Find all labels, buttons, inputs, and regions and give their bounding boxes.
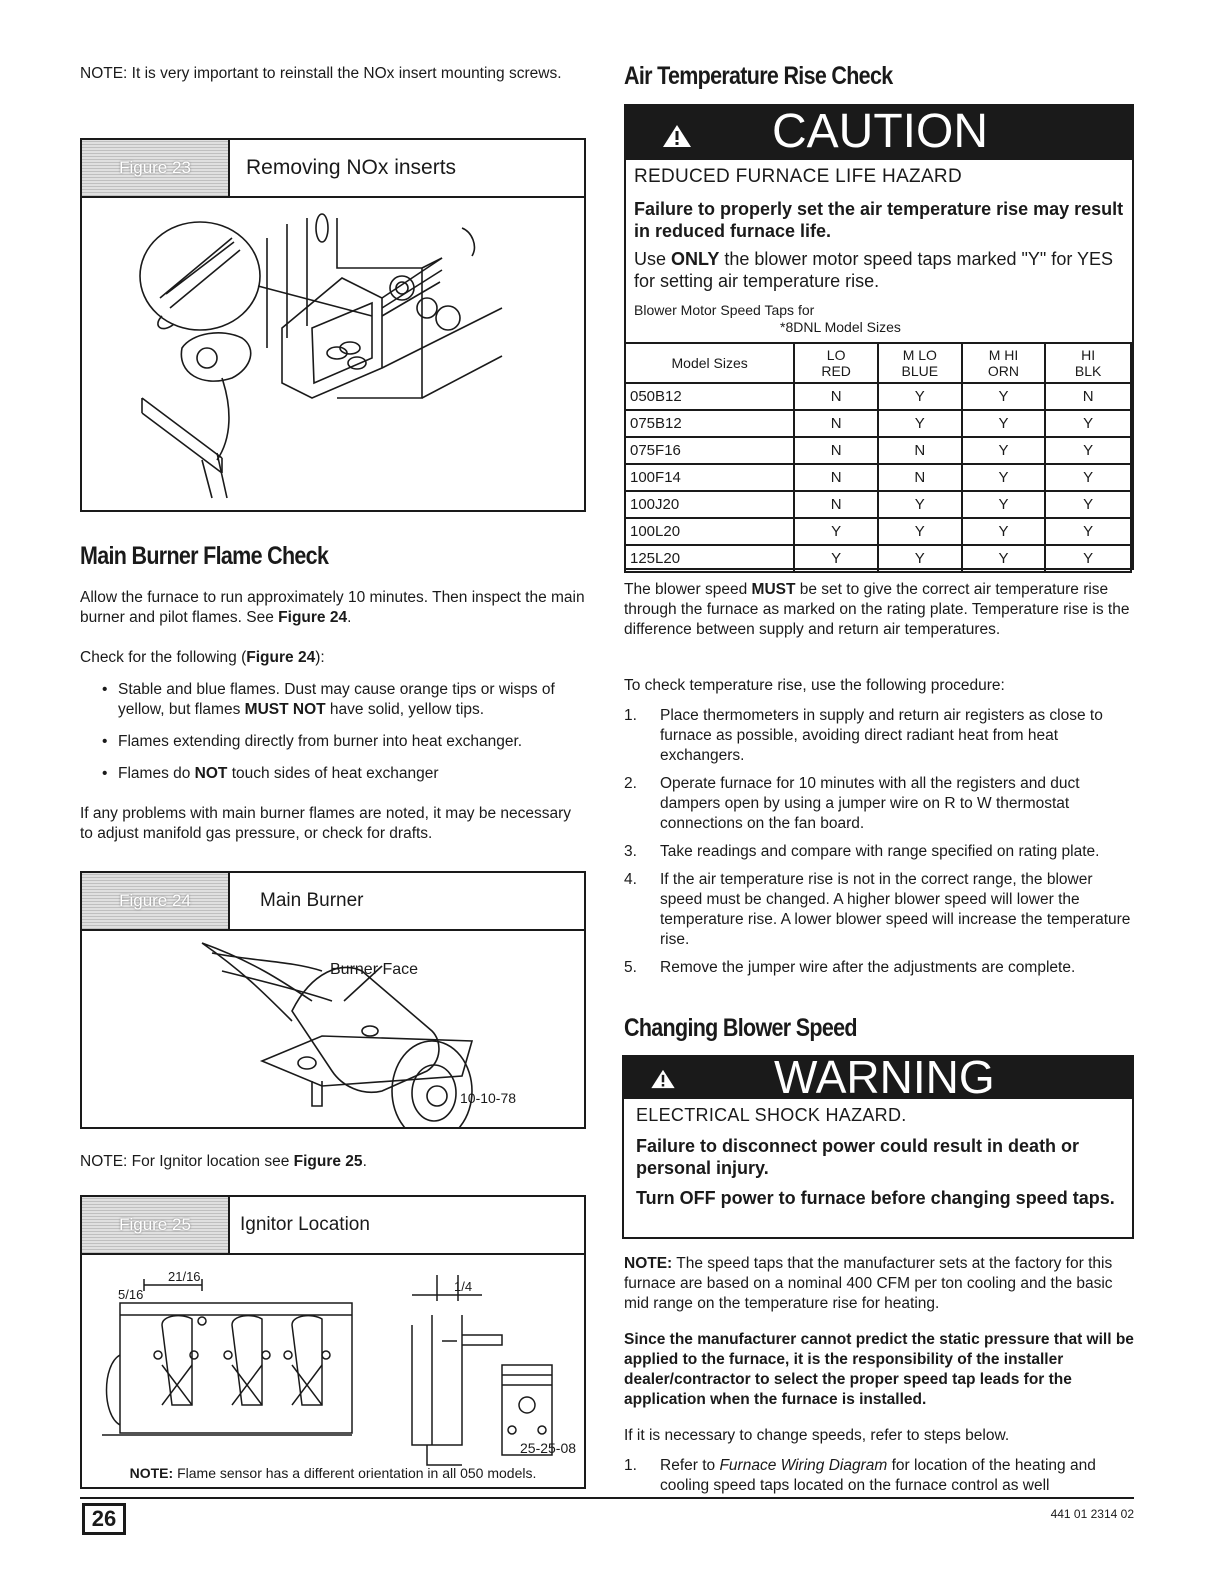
speed-tap-cell: Y <box>1045 464 1131 491</box>
dimension-label: 21/16 <box>168 1269 201 1284</box>
document-number: 441 01 2314 02 <box>1050 1507 1134 1521</box>
figure-tab: Figure 23 <box>82 140 230 196</box>
model-size-cell: 100F14 <box>625 464 794 491</box>
speed-tap-cell: Y <box>878 383 962 410</box>
nox-note: NOTE: It is very important to reinstall the NOx insert mounting screws. <box>80 65 562 82</box>
figure-title: Removing NOx inserts <box>246 156 457 179</box>
air-temp-rise-heading: Air Temperature Rise Check <box>624 62 893 90</box>
list-item: 3. Take readings and compare with range specified on rating plate. <box>624 843 1100 860</box>
table-row <box>625 491 1131 518</box>
caution-box <box>624 104 1134 570</box>
speed-taps-table <box>624 342 1132 573</box>
warning-hazard: ELECTRICAL SHOCK HAZARD. <box>636 1105 907 1125</box>
speed-tap-cell: Y <box>1045 437 1131 464</box>
speed-tap-cell: Y <box>962 383 1046 410</box>
speed-tap-cell: N <box>878 437 962 464</box>
ignitor-note: NOTE: For Ignitor location see Figure 25. <box>80 1153 367 1170</box>
speed-tap-cell: Y <box>962 518 1046 545</box>
warning-banner <box>624 1051 1132 1103</box>
speed-tap-cell: Y <box>962 464 1046 491</box>
figure-code: 25-25-08 <box>520 1440 577 1456</box>
if-necessary-paragraph: If it is necessary to change speeds, refer to steps below. <box>624 1427 1010 1444</box>
caution-use-text: Use ONLY the blower motor speed taps marked "Y" for YES for setting air temperature rise. <box>634 249 1114 291</box>
figure-24 <box>80 871 586 1129</box>
table-caption: Blower Motor Speed Taps for *8DNL Model Sizes <box>634 302 901 335</box>
caution-banner <box>626 106 1132 160</box>
blower-speed-paragraph: The blower speed MUST be set to give the correct air temperature rise through the furnace as marked on the rating plate. Temperature rise is the difference between supply and return air temperatures. <box>624 581 1130 638</box>
list-item: • Flames extending directly from burner into heat exchanger. <box>80 732 588 752</box>
warning-bold-text: Failure to disconnect power could result in death or personal injury. <box>636 1136 1080 1178</box>
table-row <box>625 437 1131 464</box>
speed-tap-cell: Y <box>794 545 878 572</box>
speed-tap-cell: Y <box>1045 410 1131 437</box>
list-item: 2. Operate furnace for 10 minutes with all the registers and duct dampers open by using a jumper wire on R to W thermostat connections on the fan board. <box>624 775 1080 832</box>
table-header: LO RED <box>794 343 878 383</box>
caution-hazard: REDUCED FURNACE LIFE HAZARD <box>634 166 962 187</box>
page-number: 26 <box>82 1503 126 1535</box>
table-row <box>625 464 1131 491</box>
figure-title: Ignitor Location <box>240 1214 370 1235</box>
speed-tap-cell: N <box>794 437 878 464</box>
warning-label: WARNING <box>774 1051 995 1103</box>
list-item: 4. If the air temperature rise is not in the correct range, the blower speed must be changed. A higher blower speed will lower the temperature rise. A lower blower speed will increase the temperature rise. <box>624 871 1131 948</box>
speed-tap-cell: Y <box>1045 491 1131 518</box>
table-header: M HI ORN <box>962 343 1046 383</box>
caution-bold-text: Failure to properly set the air temperature rise may result in reduced furnace life. <box>634 199 1124 241</box>
speed-tap-cell: Y <box>962 545 1046 572</box>
main-burner-flame-heading: Main Burner Flame Check <box>80 542 329 570</box>
model-size-cell: 075F16 <box>625 437 794 464</box>
footer-rule <box>80 1497 1134 1499</box>
speed-tap-cell: Y <box>962 410 1046 437</box>
warning-triangle-icon <box>662 124 692 148</box>
warning-triangle-icon <box>650 1069 676 1089</box>
speed-tap-cell: N <box>878 464 962 491</box>
list-item: 5. Remove the jumper wire after the adjustments are complete. <box>624 959 1076 976</box>
flame-paragraph-1: Allow the furnace to run approximately 10 minutes. Then inspect the main burner and pilot flames. See Figure 24. <box>80 589 585 626</box>
flame-paragraph-2: Check for the following (Figure 24): <box>80 649 325 666</box>
figure-tab: Figure 24 <box>82 873 230 929</box>
right-column <box>624 0 1134 1494</box>
model-size-cell: 075B12 <box>625 410 794 437</box>
speed-tap-cell: N <box>794 491 878 518</box>
main-burner-illustration <box>82 931 584 1127</box>
figure-25 <box>80 1195 586 1489</box>
speed-tap-cell: N <box>794 410 878 437</box>
burner-face-label: Burner Face <box>330 961 419 978</box>
temperature-steps <box>624 706 1134 978</box>
speed-tap-cell: N <box>794 383 878 410</box>
warning-box <box>622 1051 1134 1239</box>
blower-step-1: 1. Refer to Furnace Wiring Diagram for location of the heating and cooling speed taps located on the furnace control as well <box>624 1457 1096 1494</box>
changing-blower-speed-heading: Changing Blower Speed <box>624 1014 857 1042</box>
figure-title: Main Burner <box>260 890 364 911</box>
table-row <box>625 383 1131 410</box>
speed-tap-cell: Y <box>1045 518 1131 545</box>
table-header: M LO BLUE <box>878 343 962 383</box>
speed-tap-cell: Y <box>1045 545 1131 572</box>
table-header: HI BLK <box>1045 343 1131 383</box>
speed-taps-note: NOTE: The speed taps that the manufacturer sets at the factory for this furnace are based on a nominal 400 CFM per ton cooling and the basic mid range on the temperature rise for heating. <box>624 1255 1113 1312</box>
speed-tap-cell: Y <box>878 491 962 518</box>
model-size-cell: 100L20 <box>625 518 794 545</box>
dimension-label: 5/16 <box>118 1287 144 1302</box>
speed-tap-cell: Y <box>878 410 962 437</box>
list-item: • Flames do NOT touch sides of heat exchanger <box>80 764 588 784</box>
caution-label: CAUTION <box>772 105 988 158</box>
table-row <box>625 410 1131 437</box>
list-item: • Stable and blue flames. Dust may cause orange tips or wisps of yellow, but flames MUST NOT have solid, yellow tips. <box>80 680 588 720</box>
speed-tap-cell: Y <box>962 437 1046 464</box>
speed-tap-cell: Y <box>878 518 962 545</box>
figure-23 <box>80 138 586 512</box>
model-size-cell: 125L20 <box>625 545 794 572</box>
model-size-cell: 100J20 <box>625 491 794 518</box>
flame-paragraph-3: If any problems with main burner flames are noted, it may be necessary to adjust manifold gas pressure, or check for drafts. <box>80 805 572 842</box>
speed-tap-cell: Y <box>962 491 1046 518</box>
responsibility-paragraph: Since the manufacturer cannot predict the static pressure that will be applied to the furnace, it is the responsibility of the installer dealer/contractor to select the proper speed tap leads for the application when the furnace is installed. <box>624 1331 1134 1408</box>
flame-checklist <box>80 680 588 784</box>
speed-tap-cell: N <box>1045 383 1131 410</box>
speed-tap-cell: N <box>794 464 878 491</box>
table-row <box>625 518 1131 545</box>
nox-insert-illustration <box>82 198 584 510</box>
figure-code: 10-10-78 <box>460 1090 517 1106</box>
ignitor-location-diagram <box>82 1255 584 1487</box>
figure-25-note: NOTE: Flame sensor has a different orientation in all 050 models. <box>129 1465 537 1481</box>
speed-tap-cell: Y <box>878 545 962 572</box>
speed-tap-cell: Y <box>794 518 878 545</box>
dimension-label: 1/4 <box>454 1279 473 1294</box>
warning-bold-text-2: Turn OFF power to furnace before changing speed taps. <box>636 1188 1115 1208</box>
list-item: 1. Place thermometers in supply and return air registers as close to furnace as possible, avoiding direct radiant heat from heat exchangers. <box>624 707 1103 764</box>
figure-tab: Figure 25 <box>82 1197 230 1253</box>
table-header: Model Sizes <box>625 343 794 383</box>
check-intro: To check temperature rise, use the following procedure: <box>624 677 1005 694</box>
table-row <box>625 545 1131 572</box>
model-size-cell: 050B12 <box>625 383 794 410</box>
